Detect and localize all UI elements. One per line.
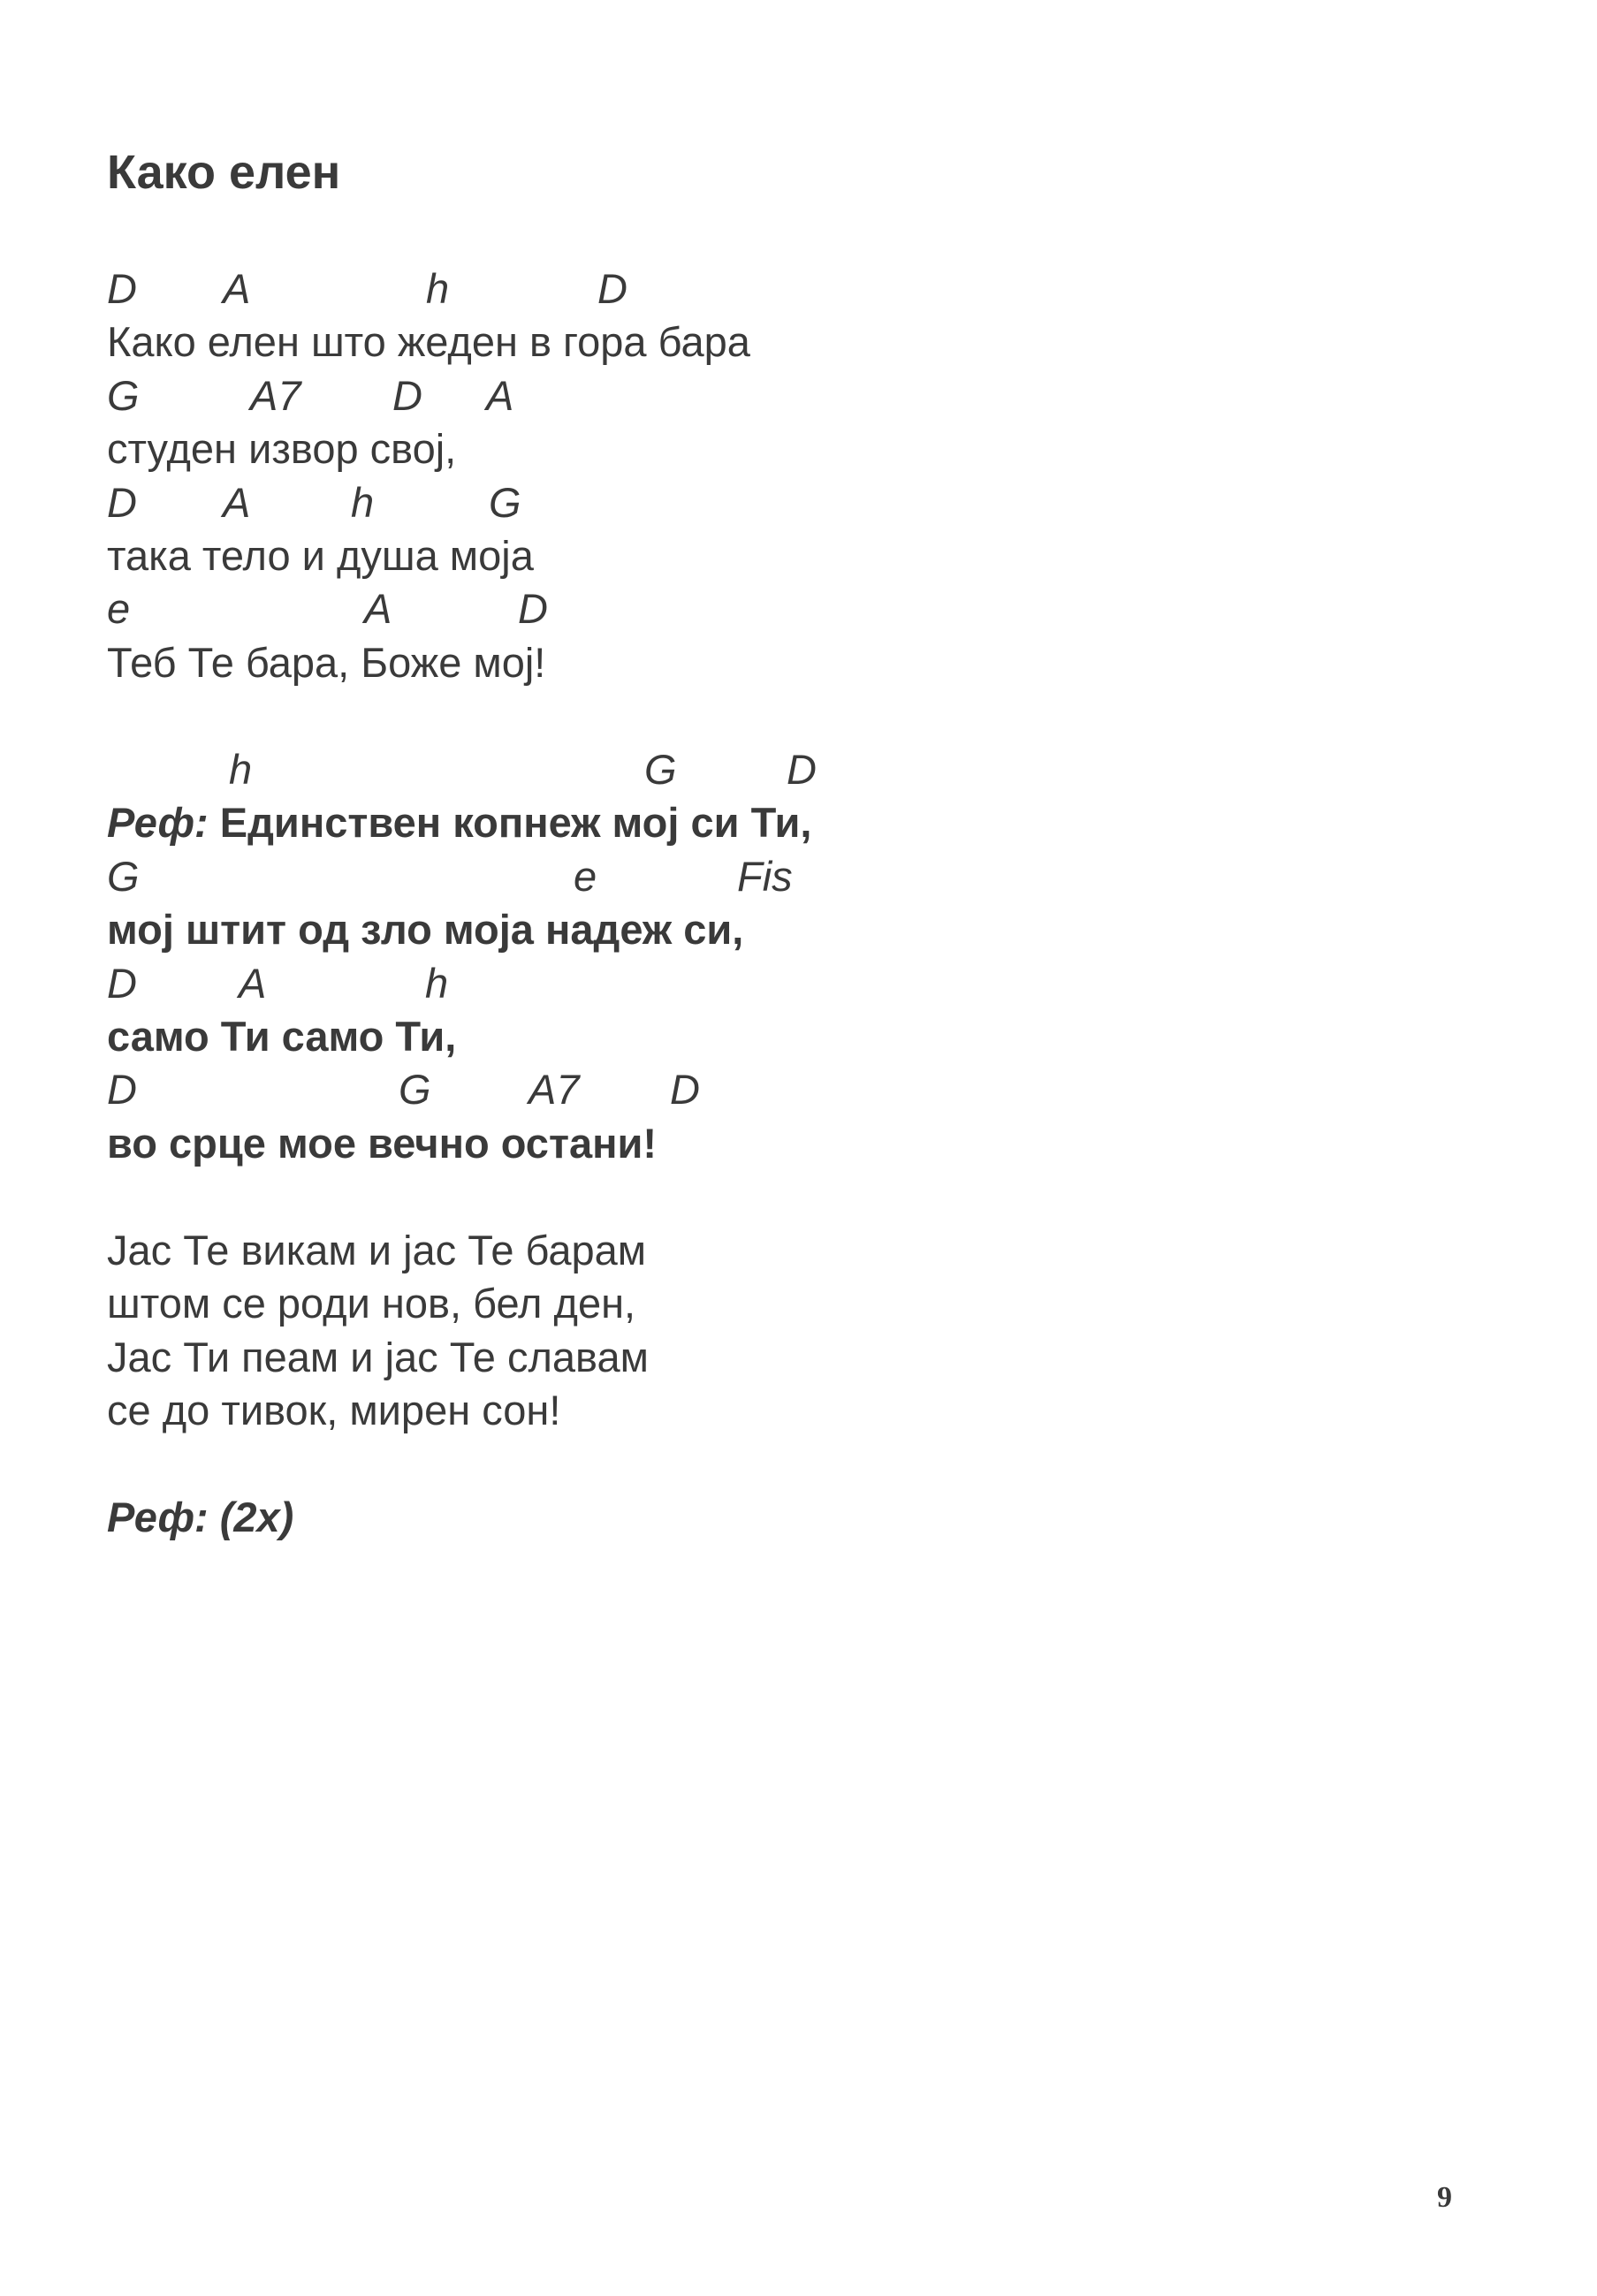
page-number: 9 [1437,2181,1452,2214]
lyric-line: студен извор свој, [107,425,457,472]
chord: G [107,853,140,900]
chord: A [486,372,514,419]
lyric-line: така тело и душа моја [107,532,534,579]
refrain-label: Реф: [107,799,209,846]
chord: D [787,746,817,793]
chord: A [239,960,267,1007]
chord: G [399,1066,431,1113]
song-title: Како елен [107,146,341,199]
lyric-line: Како елен што жеден в гора бара [107,318,750,365]
chord: h [426,265,450,312]
chord: A7 [529,1066,580,1113]
chord: D [597,265,627,312]
chord: e [107,585,131,632]
chord: A [223,479,251,526]
chord: e [574,853,597,900]
chord: A7 [250,372,301,419]
refrain-repeat: Реф: (2x) [107,1494,294,1540]
chord: D [107,479,137,526]
chord: Fis [737,853,793,900]
refrain-line: во срце мое вечно остани! [107,1120,658,1167]
chord: D [392,372,422,419]
refrain-text: Единствен копнеж мој си Ти, [219,799,812,846]
refrain-line [107,799,812,846]
chord: h [425,960,449,1007]
lyric-line: се до тивок, мирен сон! [107,1387,561,1433]
chord: D [670,1066,700,1113]
refrain-line: само Ти само Ти, [107,1013,457,1060]
lyric-line: Јас Ти пеам и јас Те славам [107,1334,649,1380]
chord: D [518,585,548,632]
lyric-line: Јас Те викам и јас Те барам [107,1227,647,1273]
chord: D [107,265,137,312]
chord: G [489,479,521,526]
lyric-line: штом се роди нов, бел ден, [107,1280,636,1327]
chord: G [644,746,677,793]
chord: D [107,1066,137,1113]
chord: A [223,265,251,312]
refrain-line: мој штит од зло моја надеж си, [107,906,744,953]
chord: G [107,372,140,419]
chord: h [351,479,375,526]
chord: h [229,746,253,793]
chord: A [364,585,392,632]
chord: D [107,960,137,1007]
lyric-line: Теб Те бара, Боже мој! [107,639,546,686]
